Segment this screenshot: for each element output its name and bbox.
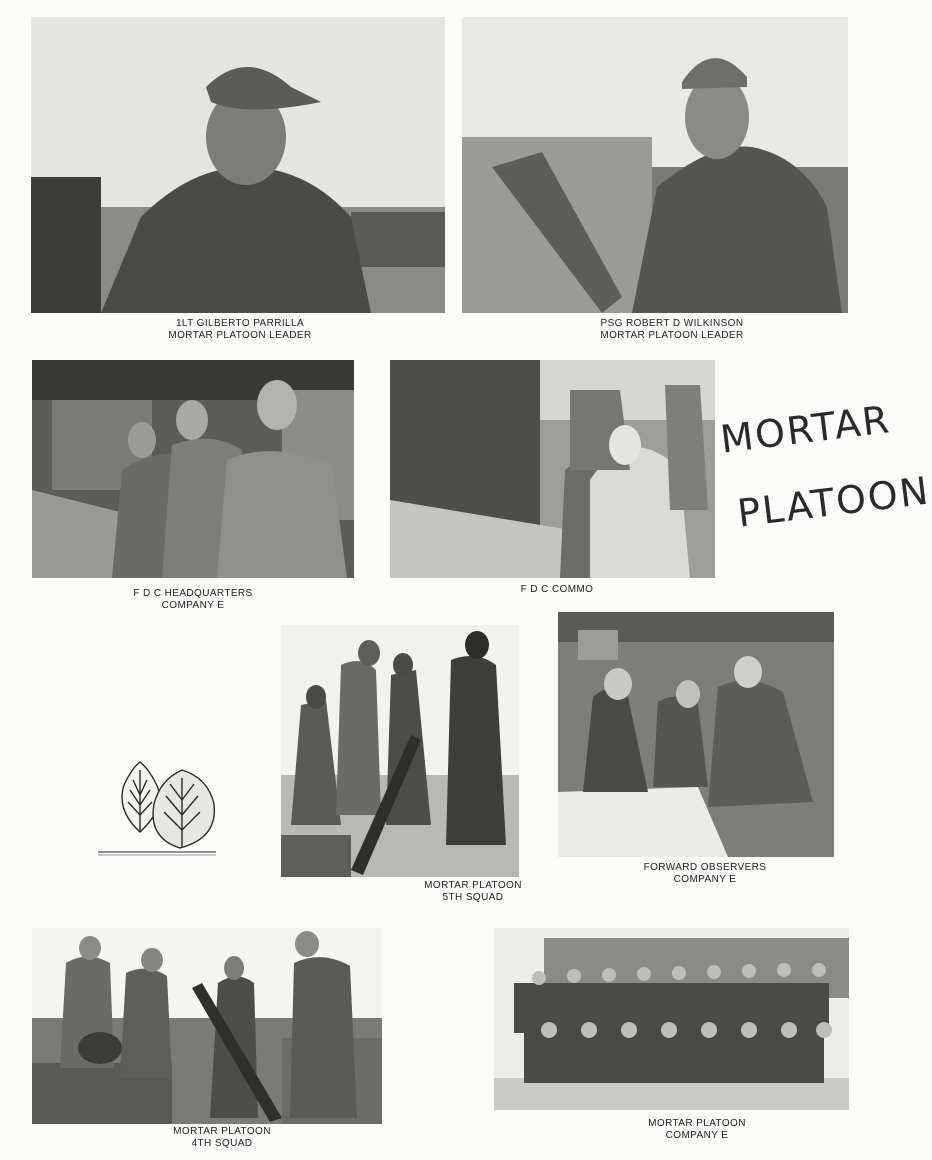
title-mortar: MORTAR [718,397,894,462]
caption-fdc-headquarters: F D C HEADQUARTERS COMPANY E [133,588,253,611]
caption-fdc-commo: F D C COMMO [520,584,594,595]
photo-fifth-squad [281,625,519,877]
caption-company-e: MORTAR PLATOON COMPANY E [648,1118,746,1141]
leaf-emblem [98,760,218,860]
photo-parrilla [31,17,445,313]
photo-company-e [494,928,849,1110]
photo-wilkinson [462,17,848,313]
caption-wilkinson: PSG ROBERT D WILKINSON MORTAR PLATOON LEADER [600,318,744,341]
caption-parrilla: 1LT GILBERTO PARRILLA MORTAR PLATOON LEADER [168,318,312,341]
photo-fdc-commo [390,360,715,578]
caption-fifth-squad: MORTAR PLATOON 5TH SQUAD [424,880,522,903]
photo-fourth-squad [32,928,382,1124]
photo-fdc-headquarters [32,360,354,578]
photo-forward-observers [558,612,834,857]
title-platoon: PLATOON [735,468,932,536]
caption-fourth-squad: MORTAR PLATOON 4TH SQUAD [173,1126,271,1149]
caption-forward-observers: FORWARD OBSERVERS COMPANY E [643,862,767,885]
